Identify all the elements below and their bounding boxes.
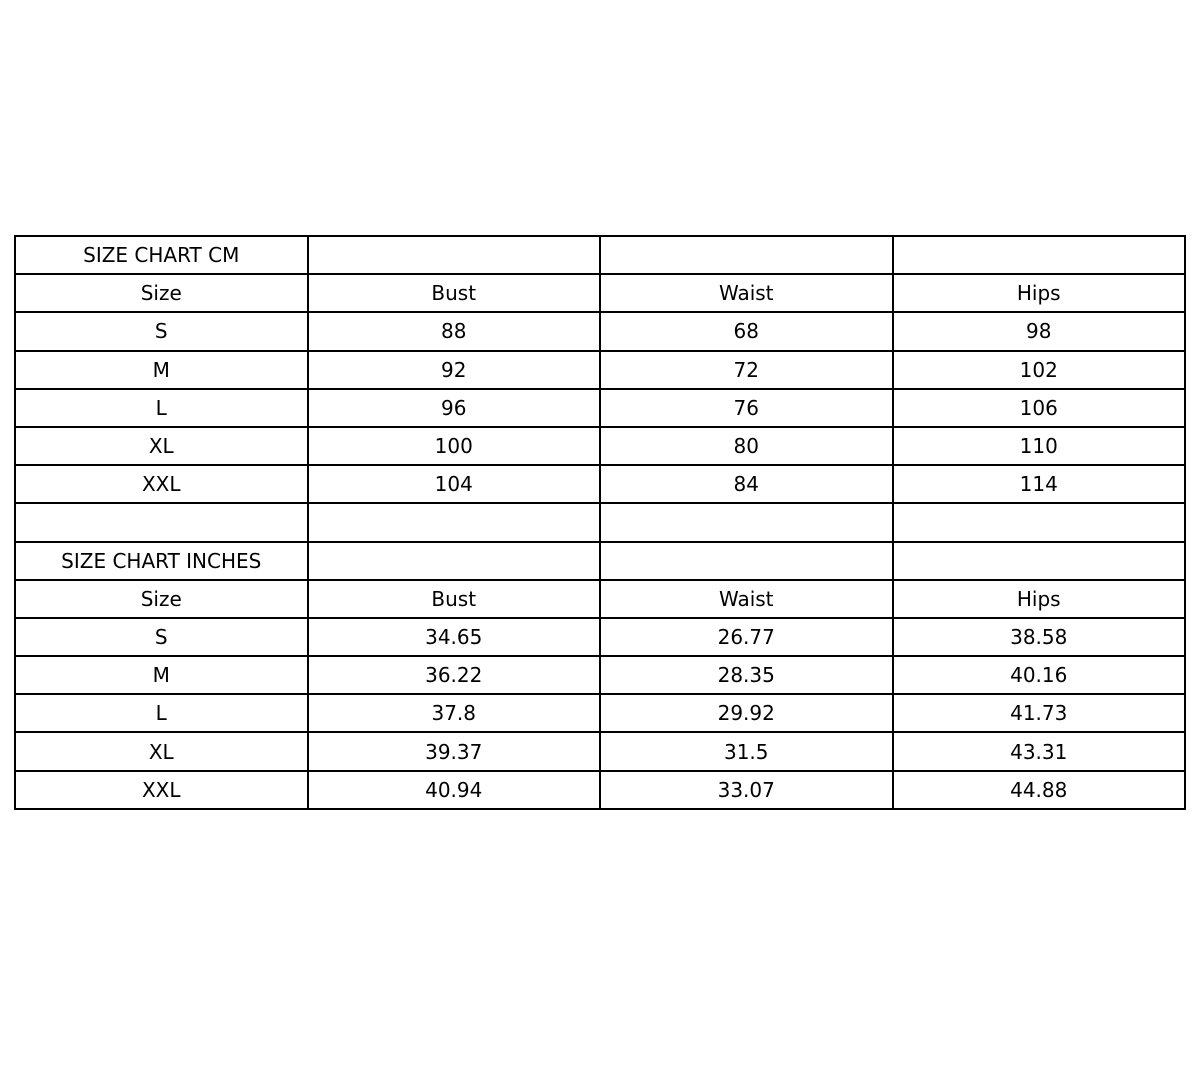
column-header-hips: Hips <box>893 580 1186 618</box>
bust-cell: 36.22 <box>308 656 601 694</box>
table-row <box>15 465 1185 503</box>
bust-cell: 40.94 <box>308 771 601 809</box>
waist-cell: 76 <box>600 389 893 427</box>
bust-cell: 100 <box>308 427 601 465</box>
inches-title-row <box>15 542 1185 580</box>
waist-cell: 28.35 <box>600 656 893 694</box>
table-row <box>15 427 1185 465</box>
table-row <box>15 312 1185 350</box>
column-header-size: Size <box>15 580 308 618</box>
hips-cell: 110 <box>893 427 1186 465</box>
empty-cell <box>308 542 601 580</box>
cm-chart-title: SIZE CHART CM <box>15 236 308 274</box>
empty-cell <box>893 503 1186 541</box>
bust-cell: 34.65 <box>308 618 601 656</box>
empty-cell <box>15 503 308 541</box>
hips-cell: 43.31 <box>893 732 1186 770</box>
waist-cell: 80 <box>600 427 893 465</box>
table-row <box>15 389 1185 427</box>
table-row <box>15 771 1185 809</box>
column-header-waist: Waist <box>600 274 893 312</box>
column-header-size: Size <box>15 274 308 312</box>
table-row <box>15 618 1185 656</box>
cm-header-row <box>15 274 1185 312</box>
table-row <box>15 656 1185 694</box>
inches-chart-title: SIZE CHART INCHES <box>15 542 308 580</box>
empty-cell <box>308 236 601 274</box>
waist-cell: 84 <box>600 465 893 503</box>
empty-cell <box>600 542 893 580</box>
table-row <box>15 351 1185 389</box>
size-cell: L <box>15 694 308 732</box>
size-cell: XL <box>15 427 308 465</box>
size-cell: XXL <box>15 771 308 809</box>
empty-cell <box>893 542 1186 580</box>
table-row <box>15 732 1185 770</box>
hips-cell: 98 <box>893 312 1186 350</box>
inches-header-row <box>15 580 1185 618</box>
bust-cell: 104 <box>308 465 601 503</box>
hips-cell: 41.73 <box>893 694 1186 732</box>
waist-cell: 29.92 <box>600 694 893 732</box>
hips-cell: 38.58 <box>893 618 1186 656</box>
bust-cell: 96 <box>308 389 601 427</box>
spacer-row <box>15 503 1185 541</box>
empty-cell <box>600 236 893 274</box>
hips-cell: 102 <box>893 351 1186 389</box>
column-header-waist: Waist <box>600 580 893 618</box>
waist-cell: 68 <box>600 312 893 350</box>
size-cell: S <box>15 618 308 656</box>
empty-cell <box>893 236 1186 274</box>
waist-cell: 33.07 <box>600 771 893 809</box>
bust-cell: 88 <box>308 312 601 350</box>
hips-cell: 114 <box>893 465 1186 503</box>
size-cell: M <box>15 656 308 694</box>
column-header-bust: Bust <box>308 580 601 618</box>
size-chart-table <box>14 235 1186 810</box>
empty-cell <box>308 503 601 541</box>
table-row <box>15 694 1185 732</box>
size-cell: S <box>15 312 308 350</box>
empty-cell <box>600 503 893 541</box>
size-cell: XXL <box>15 465 308 503</box>
size-cell: M <box>15 351 308 389</box>
bust-cell: 39.37 <box>308 732 601 770</box>
bust-cell: 92 <box>308 351 601 389</box>
hips-cell: 44.88 <box>893 771 1186 809</box>
waist-cell: 26.77 <box>600 618 893 656</box>
size-cell: L <box>15 389 308 427</box>
hips-cell: 106 <box>893 389 1186 427</box>
waist-cell: 72 <box>600 351 893 389</box>
cm-title-row <box>15 236 1185 274</box>
waist-cell: 31.5 <box>600 732 893 770</box>
column-header-hips: Hips <box>893 274 1186 312</box>
size-cell: XL <box>15 732 308 770</box>
column-header-bust: Bust <box>308 274 601 312</box>
bust-cell: 37.8 <box>308 694 601 732</box>
hips-cell: 40.16 <box>893 656 1186 694</box>
